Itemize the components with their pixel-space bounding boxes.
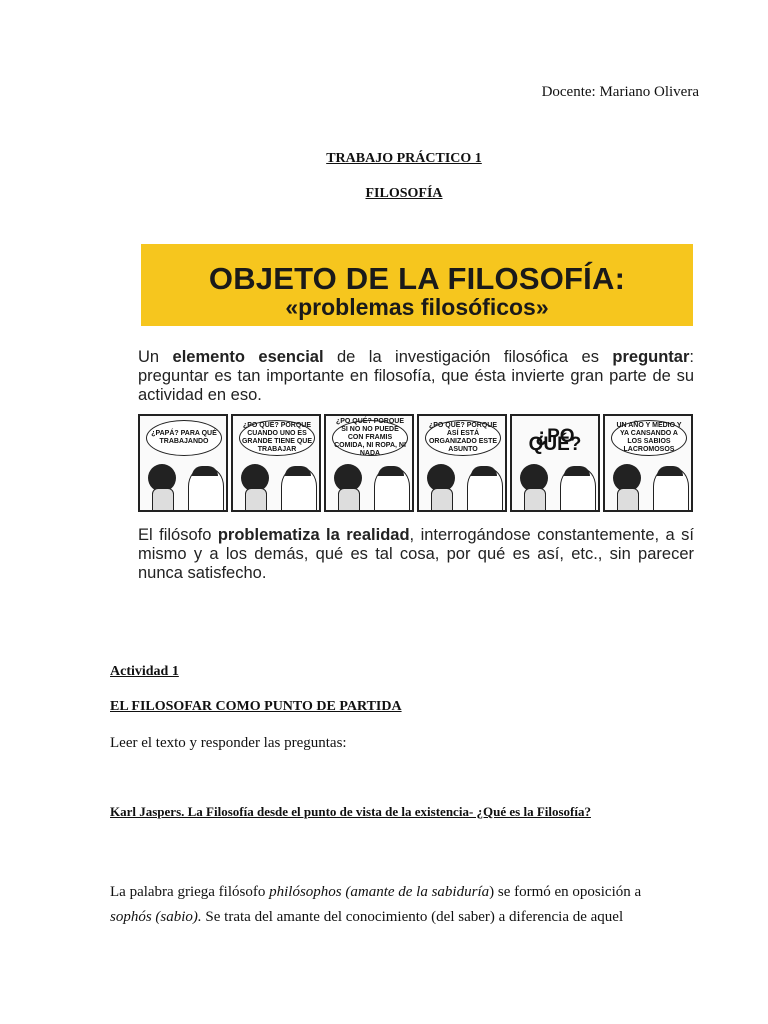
- body-paragraph: [110, 880, 670, 930]
- comic-panel: [510, 414, 600, 512]
- man-hair-icon: [471, 466, 497, 476]
- philosophy-figure: [136, 244, 696, 590]
- document-title: TRABAJO PRÁCTICO 1: [326, 151, 482, 166]
- subject-title: FILOSOFÍA: [365, 186, 443, 201]
- paragraph-part-1: La palabra griega filósofo: [110, 884, 270, 900]
- teacher-name: Docente: Mariano Olivera: [541, 84, 699, 100]
- girl-body-icon: [617, 488, 639, 512]
- speech-balloon: UN AÑO Y MEDIO Y YA CANSANDO A LOS SABIOS LACROMOSOS: [611, 420, 687, 456]
- man-hair-icon: [564, 466, 590, 476]
- comic-strip: [138, 414, 696, 514]
- paragraph-part-2: philósophos (amante de la sabiduría: [269, 884, 490, 900]
- speech-balloon: ¿PAPÁ? PARA QUÉ TRABAJANDO: [146, 420, 222, 456]
- figure-text-bottom: [138, 526, 694, 583]
- speech-balloon: ¿PO QUÉ? PORQUE ASÍ ESTÁ ORGANIZADO ESTE ASUNTO: [425, 420, 501, 456]
- girl-body-icon: [524, 488, 546, 512]
- girl-body-icon: [338, 488, 360, 512]
- activity-instruction: Leer el texto y responder las preguntas:: [110, 735, 347, 751]
- speech-balloon: ¿PO QUÉ? PORQUE CUANDO UNO ES GRANDE TIENE QUE TRABAJAR: [239, 420, 315, 456]
- speech-balloon: ¿PO QUÉ?: [528, 426, 582, 455]
- figure-text-bottom-a: El filósofo: [138, 526, 218, 544]
- comic-panel: [417, 414, 507, 512]
- figure-text-bottom-c: , interrogándose constantemente, a sí mismo y a los demás, qué es tal cosa, por qué es así, etc., sin parecer nunca satisfecho.: [138, 526, 694, 582]
- man-hair-icon: [657, 466, 683, 476]
- banner-line-1: OBJETO DE LA FILOSOFÍA:: [208, 261, 626, 296]
- figure-text-top: [138, 348, 694, 405]
- comic-panel: [138, 414, 228, 512]
- comic-panel: [324, 414, 414, 512]
- man-hair-icon: [192, 466, 218, 476]
- activity-title: Actividad 1: [110, 664, 179, 679]
- man-hair-icon: [285, 466, 311, 476]
- banner-line-2: «problemas filosóficos»: [285, 294, 549, 320]
- girl-body-icon: [431, 488, 453, 512]
- activity-subtitle: EL FILOSOFAR COMO PUNTO DE PARTIDA: [110, 699, 402, 714]
- paragraph-part-5: Se trata del amante del conocimiento (del saber) a diferencia de aquel: [201, 909, 624, 925]
- figure-text-top-a: Un: [138, 348, 173, 366]
- paragraph-part-4: sophós (sabio).: [110, 909, 202, 925]
- text-reference: Karl Jaspers. La Filosofía desde el punto de vista de la existencia- ¿Qué es la Filosofía?: [110, 804, 591, 819]
- paragraph-part-3: ) se formó en oposición a: [489, 884, 642, 900]
- figure-text-top-b: elemento esencial: [172, 348, 324, 366]
- man-hair-icon: [378, 466, 404, 476]
- comic-panel: [603, 414, 693, 512]
- figure-text-bottom-b: problematiza la realidad: [217, 526, 410, 544]
- comic-panel: [231, 414, 321, 512]
- speech-balloon: ¿PO QUÉ? PORQUE SI NO NO PUEDE CON FRAMIS COMIDA, NI ROPA, NI NADA: [332, 420, 408, 456]
- girl-body-icon: [245, 488, 267, 512]
- figure-banner: [141, 244, 693, 326]
- figure-text-top-c: de la investigación filosófica es: [323, 348, 613, 366]
- girl-body-icon: [152, 488, 174, 512]
- figure-text-top-d: preguntar: [612, 348, 690, 366]
- figure-text-top-e: : preguntar es tan importante en filosofía, que ésta invierte gran parte de su actividad en eso.: [138, 348, 694, 404]
